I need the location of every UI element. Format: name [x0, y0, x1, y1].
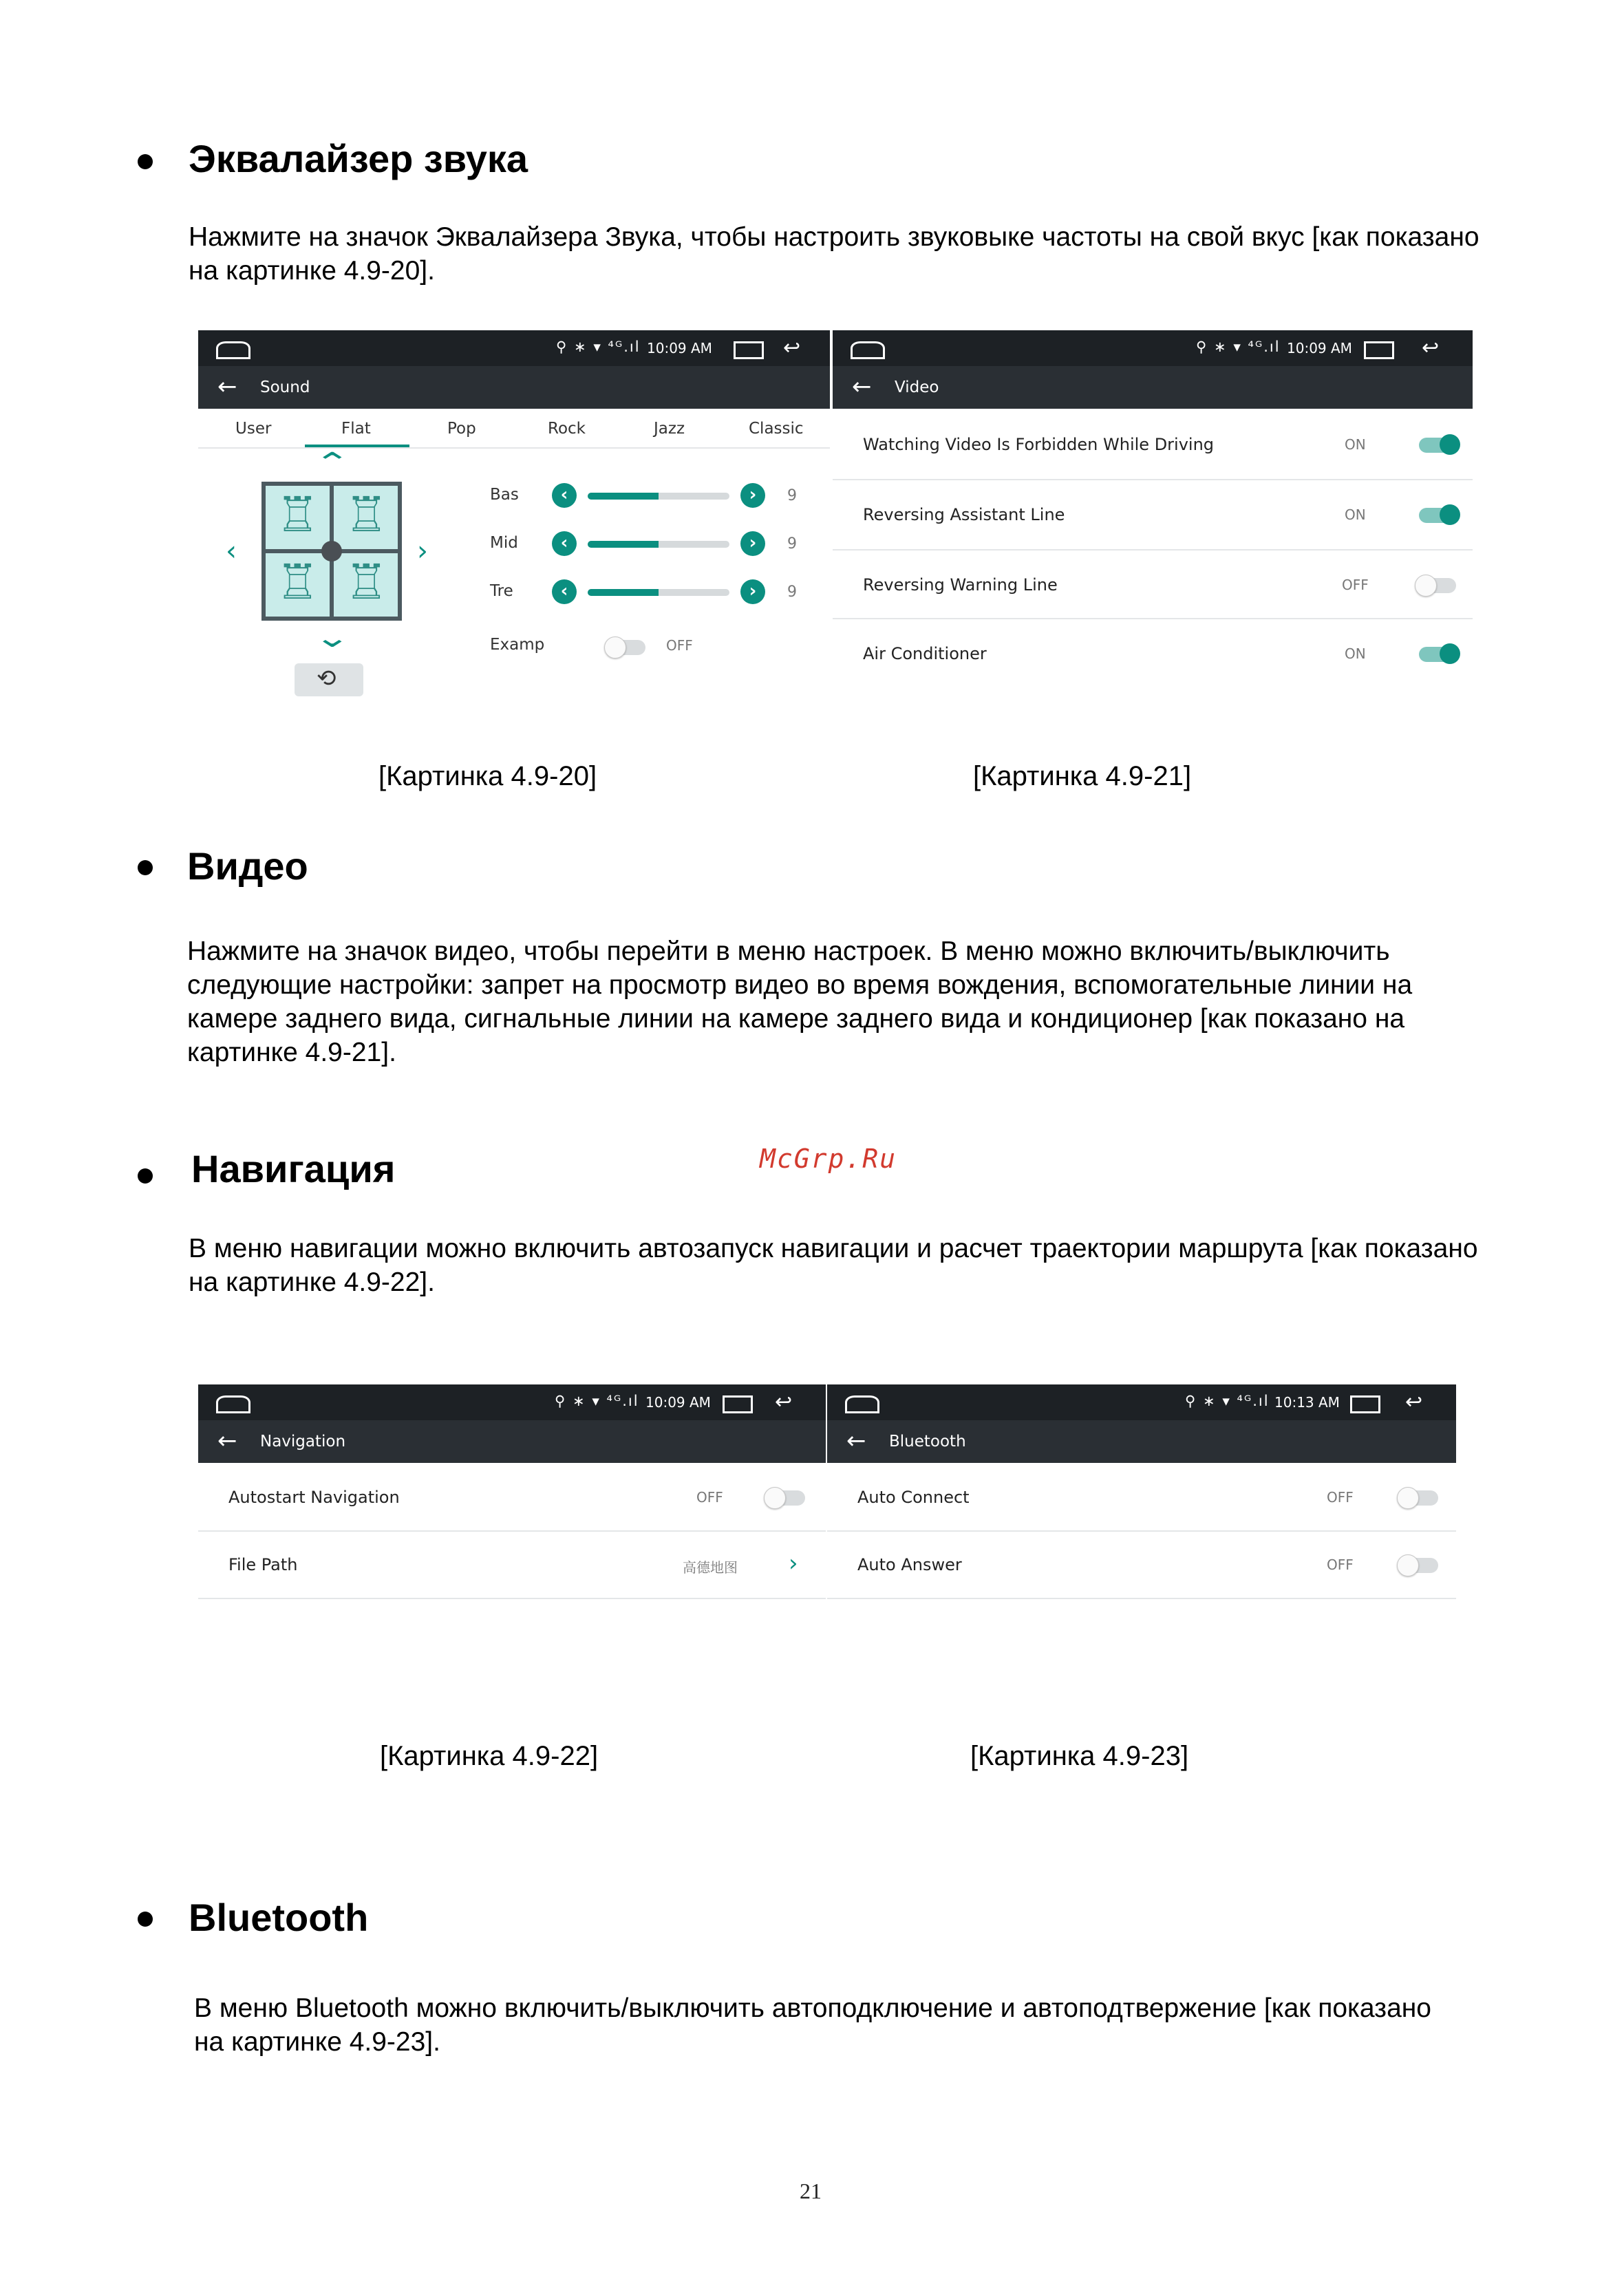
status-icons: ⚲ ∗ ▾ ⁴ᴳ.ıl: [556, 339, 641, 355]
settings-row[interactable]: [827, 1532, 1456, 1599]
row-label: File Path: [228, 1555, 298, 1574]
home-icon[interactable]: [216, 1395, 250, 1413]
row-state: ON: [1345, 506, 1366, 523]
title-bar: [198, 366, 830, 409]
status-time: 10:09 AM: [645, 1394, 711, 1411]
section-heading-navigation: Навигация: [191, 1147, 396, 1190]
recent-apps-icon[interactable]: [1364, 341, 1394, 359]
row-toggle[interactable]: [1416, 578, 1456, 593]
balance-point[interactable]: [321, 541, 342, 561]
examp-state: OFF: [666, 637, 693, 654]
row-state: ON: [1345, 436, 1366, 453]
eq-band-label: Bas: [490, 486, 519, 504]
tab-rock[interactable]: Rock: [548, 420, 586, 438]
decrease-mid-button[interactable]: ‹: [552, 531, 577, 556]
screen-title: Navigation: [260, 1433, 346, 1451]
section-text-video: Нажмите на значок видео, чтобы перейти в меню настроек. В меню можно включить/выключить следующие настройки: запрет на просмотр видео во время вождения, вспомогательные линии на камере заднего вида, сигнальные линии на камере заднего вида и кондиционер [как показано на картинке 4.9-21].: [187, 937, 1413, 1067]
sound-screen: [198, 330, 830, 703]
section-text-eq: Нажмите на значок Эквалайзера Звука, чтобы настроить звуковыке частоты на свой вкус [как показано на картинке 4.9-20].: [189, 222, 1479, 286]
status-icons: ⚲ ∗ ▾ ⁴ᴳ.ıl: [1196, 339, 1281, 355]
return-icon[interactable]: ↩: [783, 336, 801, 360]
chevron-down-icon[interactable]: ⌄: [313, 622, 351, 654]
row-state: OFF: [696, 1489, 723, 1506]
tab-divider: [198, 447, 830, 449]
status-icons: ⚲ ∗ ▾ ⁴ᴳ.ıl: [555, 1393, 639, 1409]
chevron-right-icon[interactable]: ›: [417, 535, 428, 567]
status-bar: [198, 1384, 826, 1420]
eq-band-value: 9: [787, 535, 797, 553]
chevron-right-icon[interactable]: ›: [789, 1550, 798, 1577]
eq-slider-tre[interactable]: [588, 589, 729, 596]
return-icon[interactable]: ↩: [1405, 1390, 1423, 1414]
home-icon[interactable]: [851, 341, 885, 359]
settings-row[interactable]: [198, 1532, 826, 1599]
row-toggle[interactable]: [1419, 647, 1459, 662]
row-state: ON: [1345, 645, 1366, 662]
eq-slider-mid[interactable]: [588, 541, 729, 548]
row-label: Watching Video Is Forbidden While Driving: [863, 435, 1215, 454]
eq-slider-bas[interactable]: [588, 493, 729, 500]
recent-apps-icon[interactable]: [723, 1395, 753, 1413]
eq-band-label: Tre: [490, 582, 513, 600]
decrease-tre-button[interactable]: ‹: [552, 579, 577, 604]
back-arrow-icon[interactable]: ←: [217, 1427, 237, 1455]
tab-classic[interactable]: Classic: [749, 420, 804, 438]
settings-row[interactable]: [833, 550, 1473, 619]
status-bar: [833, 330, 1473, 366]
watermark: McGrp.Ru: [760, 1144, 897, 1174]
section-heading-video: Видео: [187, 844, 308, 888]
chevron-left-icon[interactable]: ‹: [226, 535, 237, 567]
row-label: Reversing Assistant Line: [863, 505, 1065, 524]
eq-fill: [588, 589, 659, 596]
bullet-icon: [138, 1168, 153, 1184]
status-time: 10:09 AM: [647, 340, 712, 356]
increase-mid-button[interactable]: ›: [740, 531, 765, 556]
increase-bas-button[interactable]: ›: [740, 483, 765, 508]
reset-icon: ⟲: [317, 665, 336, 692]
car-seat-icon: ♖: [345, 486, 388, 543]
return-icon[interactable]: ↩: [775, 1390, 793, 1414]
title-bar: [198, 1420, 826, 1463]
title-bar: [827, 1420, 1456, 1463]
settings-row[interactable]: [833, 480, 1473, 550]
car-seat-icon: ♖: [276, 486, 319, 543]
status-bar: [198, 330, 830, 366]
row-toggle[interactable]: [765, 1490, 805, 1506]
eq-fill: [588, 493, 659, 500]
eq-band-value: 9: [787, 487, 797, 504]
bullet-icon: [138, 154, 153, 169]
home-icon[interactable]: [845, 1395, 879, 1413]
row-label: Air Conditioner: [863, 644, 987, 663]
row-state: OFF: [1327, 1489, 1354, 1506]
eq-band-label: Mid: [490, 534, 518, 552]
eq-fill: [588, 541, 659, 548]
examp-label: Examp: [490, 636, 545, 654]
caption-fig23: [Картинка 4.9-23]: [970, 1741, 1189, 1771]
row-toggle[interactable]: [1419, 508, 1459, 523]
car-seat-icon: ♖: [345, 554, 388, 610]
back-arrow-icon[interactable]: ←: [217, 373, 237, 400]
status-icons: ⚲ ∗ ▾ ⁴ᴳ.ıl: [1185, 1393, 1270, 1409]
decrease-bas-button[interactable]: ‹: [552, 483, 577, 508]
screen-title: Sound: [260, 378, 310, 396]
caption-fig21: [Картинка 4.9-21]: [973, 761, 1192, 791]
row-state: OFF: [1327, 1556, 1354, 1573]
examp-toggle[interactable]: [606, 640, 645, 655]
row-toggle[interactable]: [1398, 1490, 1438, 1506]
tab-pop[interactable]: Pop: [447, 420, 476, 438]
section-heading-eq: Эквалайзер звука: [189, 137, 528, 180]
row-label: Autostart Navigation: [228, 1488, 400, 1507]
row-state: OFF: [1342, 577, 1369, 593]
page-number: 21: [800, 2179, 822, 2203]
home-icon[interactable]: [216, 341, 250, 359]
settings-row[interactable]: [198, 1464, 826, 1532]
back-arrow-icon[interactable]: ←: [852, 373, 872, 400]
title-bar: [833, 366, 1473, 409]
navigation-screen: [198, 1384, 826, 1601]
reset-button[interactable]: [295, 663, 363, 696]
settings-row[interactable]: [833, 619, 1473, 688]
chevron-up-icon[interactable]: ⌃: [313, 447, 351, 479]
seat-balance-grid[interactable]: [261, 482, 402, 621]
row-toggle[interactable]: [1419, 438, 1459, 453]
bluetooth-screen: [827, 1384, 1456, 1601]
row-label: Auto Answer: [857, 1555, 962, 1574]
bullet-icon: [138, 1912, 153, 1927]
row-label: Reversing Warning Line: [863, 575, 1058, 595]
car-seat-icon: ♖: [276, 554, 319, 610]
status-bar: [827, 1384, 1456, 1420]
row-label: Auto Connect: [857, 1488, 970, 1507]
recent-apps-icon[interactable]: [1350, 1395, 1380, 1413]
section-text-navigation: В меню навигации можно включить автозапуск навигации и расчет траектории маршрута [как показано на картинке 4.9-22].: [189, 1234, 1478, 1297]
settings-row[interactable]: [827, 1464, 1456, 1532]
video-screen: [833, 330, 1473, 688]
bullet-icon: [138, 860, 153, 875]
tab-flat[interactable]: Flat: [341, 420, 371, 438]
screen-title: Video: [895, 378, 939, 396]
section-heading-bluetooth: Bluetooth: [189, 1896, 369, 1939]
caption-fig20: [Картинка 4.9-20]: [378, 761, 597, 791]
eq-band-value: 9: [787, 584, 797, 601]
recent-apps-icon[interactable]: [734, 341, 764, 359]
screen-title: Bluetooth: [889, 1433, 966, 1451]
status-time: 10:13 AM: [1274, 1394, 1340, 1411]
increase-tre-button[interactable]: ›: [740, 579, 765, 604]
status-time: 10:09 AM: [1287, 340, 1352, 356]
section-text-bluetooth: В меню Bluetooth можно включить/выключить автоподключение и автоподтвержение [как показано на картинке 4.9-23].: [194, 1993, 1431, 2057]
return-icon[interactable]: ↩: [1422, 336, 1440, 360]
row-value: 高德地图: [683, 1559, 738, 1576]
tab-user[interactable]: User: [235, 420, 272, 438]
back-arrow-icon[interactable]: ←: [846, 1427, 866, 1455]
settings-row[interactable]: [833, 410, 1473, 480]
tab-jazz[interactable]: Jazz: [654, 420, 685, 438]
caption-fig22: [Картинка 4.9-22]: [380, 1741, 599, 1771]
row-toggle[interactable]: [1398, 1558, 1438, 1573]
